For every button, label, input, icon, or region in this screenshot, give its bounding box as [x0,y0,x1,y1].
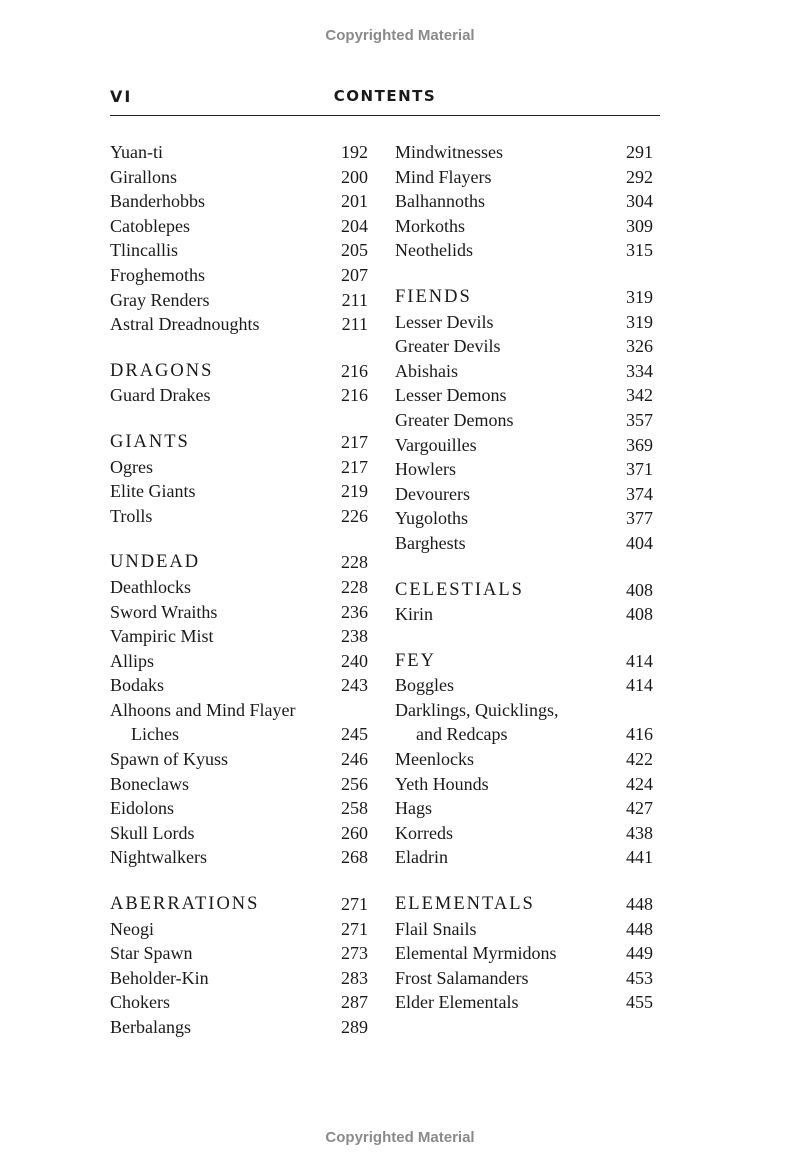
toc-page-number: 211 [341,289,368,310]
page-title: CONTENTS [333,87,437,105]
toc-entry-label: Spawn of Kyuss [110,749,229,770]
toc-entry-label: Elite Giants [110,481,196,502]
toc-page-number: 271 [341,894,368,915]
toc-entry-label: FIENDS [395,286,472,307]
toc-entry-label: Neogi [110,918,154,939]
toc-entry-label: Darklings, Quicklings, [395,699,559,720]
header-rule [110,115,660,116]
toc-entry-label: and Redcaps [416,724,508,745]
toc-entry [110,455,368,480]
toc-page-number: 205 [341,240,368,261]
toc-page-number: 238 [341,626,368,647]
toc-entry [395,845,653,870]
toc-entry-label: Lesser Demons [395,385,507,406]
toc-entry [395,214,653,239]
toc-entry [110,966,368,991]
toc-entry [395,433,653,458]
toc-entry [110,772,368,797]
toc-entry-label: Meenlocks [395,749,474,770]
toc-page-number: 236 [341,601,368,622]
toc-entry [395,165,653,190]
toc-entry-label: ELEMENTALS [395,894,535,915]
toc-entry [110,504,368,529]
toc-entry-label: Korreds [395,822,453,843]
toc-entry [395,821,653,846]
toc-page-number: 273 [341,943,368,964]
toc-entry-label: Banderhobbs [110,191,205,212]
toc-page-number: 289 [341,1017,368,1037]
toc-page-number: 315 [626,240,653,261]
toc-entry [110,165,368,190]
toc-page-number: 404 [626,532,653,553]
toc-entry [110,722,368,747]
toc-entry-label: Balhannoths [395,191,485,212]
page-number: VI [110,87,133,106]
toc-page-number: 342 [626,385,653,406]
toc-page-number: 369 [626,434,653,455]
toc-entry-label: Howlers [395,459,456,480]
toc-page-number: 453 [626,967,653,988]
toc-entry [395,189,653,214]
toc-entry [395,941,653,966]
toc-entry [110,747,368,772]
toc-page-number: 441 [626,847,653,868]
toc-right-column [395,140,653,1015]
toc-page-number: 211 [341,314,368,335]
toc-page-number: 326 [626,336,653,357]
toc-page-number: 374 [626,483,653,504]
toc-entry [395,722,653,747]
toc-entry-label: Trolls [110,505,153,526]
toc-entry [110,214,368,239]
toc-entry [395,457,653,482]
toc-entry-label: Liches [131,724,179,745]
toc-entry-label: Flail Snails [395,918,477,939]
toc-entry [110,288,368,313]
toc-entry-label: UNDEAD [110,552,201,573]
toc-page-number: 371 [626,459,653,480]
toc-entry [395,383,653,408]
toc-page-number: 246 [341,749,368,770]
toc-entry [395,796,653,821]
toc-entry-label: Kirin [395,604,433,625]
toc-entry-label: Star Spawn [110,943,193,964]
toc-entry [110,383,368,408]
toc-entry-label: Hags [395,798,432,819]
toc-entry [110,673,368,698]
toc-entry-label: Beholder-Kin [110,967,209,988]
toc-entry [110,941,368,966]
toc-entry [395,698,653,723]
toc-entry-label: Catoblepes [110,215,190,236]
toc-page-number: 319 [626,311,653,332]
copyright-watermark-bottom: Copyrighted Material [325,1129,475,1146]
toc-entry-label: Nightwalkers [110,847,207,868]
toc-page-number: 334 [626,360,653,381]
toc-entry-label: Boggles [395,675,455,696]
toc-entry-label: Neothelids [395,240,473,261]
toc-entry [395,140,653,165]
toc-section-heading [110,430,368,455]
toc-entry [110,479,368,504]
toc-entry [395,673,653,698]
toc-entry-label: Abishais [395,360,458,381]
toc-entry-label: Alhoons and Mind Flayer [110,699,296,720]
toc-entry [110,698,368,723]
toc-entry-label: Chokers [110,992,170,1013]
toc-entry-label: DRAGONS [110,360,214,381]
toc-entry [110,624,368,649]
toc-entry-label: Morkoths [395,215,466,236]
copyright-watermark-top: Copyrighted Material [325,27,475,44]
toc-entry-label: Deathlocks [110,576,191,597]
toc-entry-label: Yuan-ti [110,142,163,162]
toc-section-heading [395,578,653,603]
toc-section-heading [395,649,653,674]
toc-entry-label: Frost Salamanders [395,967,529,988]
toc-entry-label: Vargouilles [395,434,477,455]
toc-page-number: 258 [341,798,368,819]
toc-page-number: 287 [341,992,368,1013]
toc-page-number: 427 [626,798,653,819]
toc-page-number: 226 [341,505,368,526]
toc-entry-label: Ogres [110,456,153,477]
toc-entry-label: Mindwitnesses [395,142,503,162]
toc-entry-label: Berbalangs [110,1017,191,1037]
toc-page-number: 200 [341,166,368,187]
toc-entry [110,140,368,165]
toc-entry [395,990,653,1015]
toc-entry [395,917,653,942]
toc-entry [395,334,653,359]
toc-page-number: 216 [341,360,368,381]
toc-entry [110,845,368,870]
toc-page-number: 268 [341,847,368,868]
toc-entry-label: Boneclaws [110,773,189,794]
toc-entry-label: Eidolons [110,798,175,819]
toc-section-heading [395,285,653,310]
toc-page-number: 408 [626,579,653,600]
toc-entry-label: Bodaks [110,675,164,696]
toc-entry-label: CELESTIALS [395,579,524,600]
toc-entry-label: Devourers [395,483,470,504]
toc-page-number: 449 [626,943,653,964]
toc-page-number: 424 [626,773,653,794]
toc-section-heading [110,359,368,384]
toc-entry [395,408,653,433]
toc-section-heading [395,892,653,917]
toc-entry [395,966,653,991]
toc-page-number: 438 [626,822,653,843]
toc-page-number: 309 [626,215,653,236]
toc-entry [395,359,653,384]
toc-entry [110,917,368,942]
toc-entry-label: Astral Dreadnoughts [110,314,260,335]
toc-entry-label: Yugoloths [395,508,469,529]
toc-entry [110,189,368,214]
toc-entry-label: Allips [110,650,155,671]
toc-entry [110,575,368,600]
toc-page-number: 192 [341,142,368,162]
toc-page-number: 260 [341,822,368,843]
toc-page-number: 448 [626,894,653,915]
toc-page-number: 217 [341,456,368,477]
toc-entry-label: Yeth Hounds [395,773,489,794]
toc-page-number: 416 [626,724,653,745]
toc-page-number: 455 [626,992,653,1013]
toc-page-number: 228 [341,576,368,597]
toc-entry-label: Barghests [395,532,466,553]
toc-page-number: 357 [626,409,653,430]
toc-page-number: 219 [341,481,368,502]
toc-page-number: 291 [626,142,653,162]
toc-entry-label: Gray Renders [110,289,210,310]
toc-entry [110,600,368,625]
toc-page-number: 414 [626,675,653,696]
toc-page-number: 201 [341,191,368,212]
toc-entry [110,990,368,1015]
toc-entry-label: Greater Demons [395,409,514,430]
toc-section-heading [110,892,368,917]
toc-section-heading [110,550,368,575]
toc-entry-label: Mind Flayers [395,166,492,187]
toc-entry-label: Girallons [110,166,177,187]
toc-entry [110,821,368,846]
toc-entry-label: GIANTS [110,431,190,452]
toc-page-number: 283 [341,967,368,988]
toc-entry-label: Sword Wraiths [110,601,218,622]
toc-entry [395,772,653,797]
toc-entry-label: Tlincallis [110,240,178,261]
toc-entry [110,238,368,263]
toc-entry-label: Froghemoths [110,264,206,285]
toc-entry [110,649,368,674]
toc-page-number: 408 [626,604,653,625]
toc-entry [395,602,653,627]
toc-page-number: 207 [341,264,368,285]
toc-page-number: 240 [341,650,368,671]
toc-entry-label: FEY [395,650,436,671]
toc-page-number: 245 [341,724,368,745]
toc-page-number: 216 [341,385,368,406]
toc-page-number: 319 [626,286,653,307]
toc-entry-label: Eladrin [395,847,448,868]
toc-left-column [110,140,368,1040]
running-head [110,87,660,109]
toc-entry-label: Elder Elementals [395,992,519,1013]
toc-entry-label: Skull Lords [110,822,195,843]
toc-entry-label: Vampiric Mist [110,626,214,647]
toc-page-number: 414 [626,650,653,671]
toc-page-number: 204 [341,215,368,236]
toc-entry [395,238,653,263]
toc-page-number: 256 [341,773,368,794]
toc-entry [110,1015,368,1040]
toc-page-number: 304 [626,191,653,212]
toc-entry [110,312,368,337]
toc-entry [395,310,653,335]
toc-entry-label: Guard Drakes [110,385,211,406]
toc-page-number: 377 [626,508,653,529]
toc-entry-label: Greater Devils [395,336,501,357]
toc-entry-label: Elemental Myrmidons [395,943,557,964]
toc-page-number: 422 [626,749,653,770]
toc-entry [110,796,368,821]
toc-page-number: 228 [341,552,368,573]
toc-page-number: 243 [341,675,368,696]
toc-page-number: 448 [626,918,653,939]
toc-entry [110,263,368,288]
toc-entry-label: Lesser Devils [395,311,494,332]
toc-entry-label: ABERRATIONS [110,894,260,915]
toc-page-number: 292 [626,166,653,187]
toc-entry [395,506,653,531]
toc-page-number: 217 [341,431,368,452]
toc-entry [395,747,653,772]
toc-entry [395,482,653,507]
toc-page-number: 271 [341,918,368,939]
toc-entry [395,531,653,556]
